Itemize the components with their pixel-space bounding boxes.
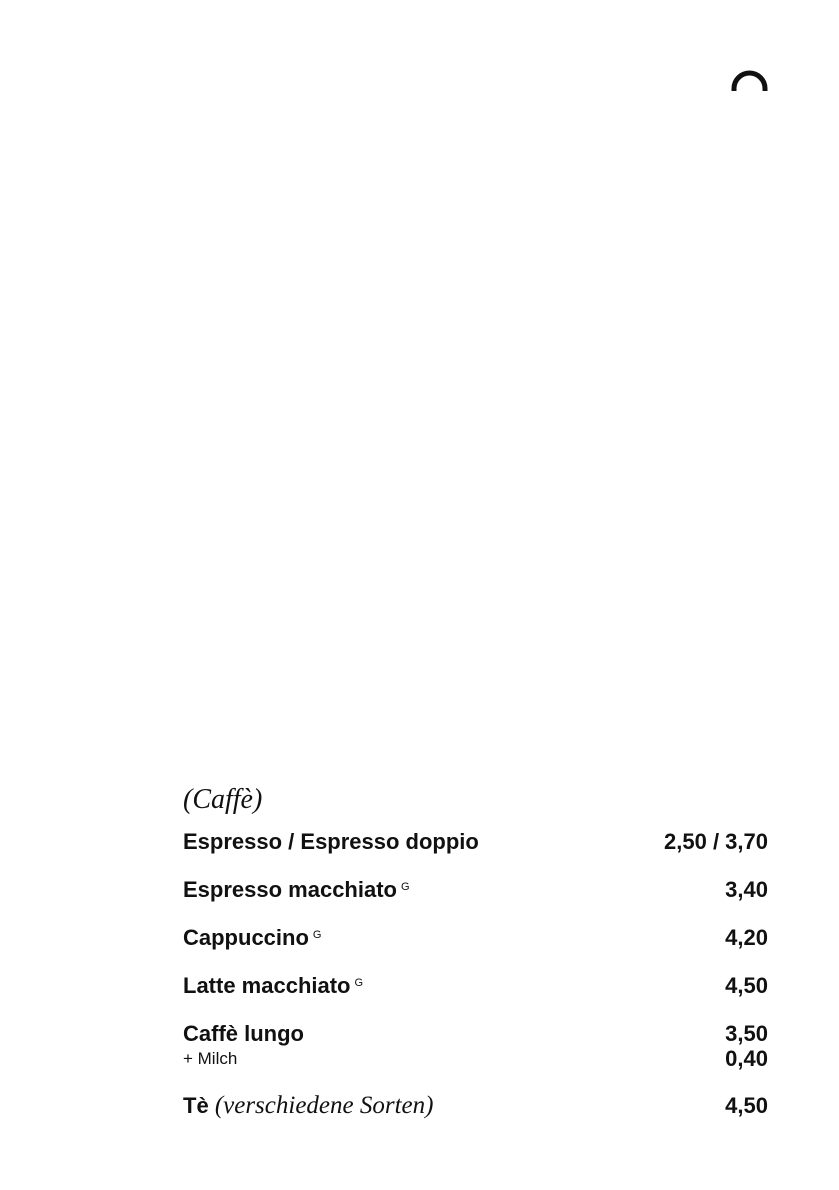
- allergen-marker: G: [312, 929, 322, 941]
- addon-price: 0,40: [725, 1046, 768, 1071]
- menu-item-espresso-macchiato: [183, 876, 768, 904]
- allergen-marker: G: [354, 977, 364, 989]
- item-price: 3,50: [725, 1021, 768, 1046]
- menu-item-caffe-lungo: [183, 1020, 768, 1070]
- addon-label: + Milch: [183, 1049, 238, 1068]
- allergen-marker: G: [400, 881, 410, 893]
- item-name-text: Espresso macchiato: [183, 877, 397, 902]
- item-name: Espresso / Espresso doppio: [183, 829, 479, 854]
- menu-item-latte-macchiato: [183, 972, 768, 1000]
- item-price: 3,40: [725, 877, 768, 902]
- menu-item-espresso: [183, 828, 768, 856]
- item-price-group: [725, 1020, 768, 1070]
- section-title: (Caffè): [183, 784, 263, 815]
- item-name: [183, 972, 363, 1000]
- item-name-text: Cappuccino: [183, 925, 309, 950]
- item-price: 4,20: [725, 925, 768, 950]
- item-name-text: Tè: [183, 1093, 209, 1118]
- item-name-text: Latte macchiato: [183, 973, 351, 998]
- item-name: [183, 876, 410, 904]
- arch-logo-icon: [731, 70, 768, 91]
- item-price: 2,50 / 3,70: [664, 829, 768, 854]
- item-name: [183, 924, 321, 952]
- item-price: 4,50: [725, 1093, 768, 1118]
- item-name: [183, 1090, 433, 1122]
- menu-section: [183, 780, 768, 1122]
- menu-item-te: [183, 1090, 768, 1122]
- menu-item-cappuccino: [183, 924, 768, 952]
- item-price: 4,50: [725, 973, 768, 998]
- item-name: Caffè lungo: [183, 1021, 304, 1046]
- item-name-group: [183, 1020, 304, 1070]
- item-note: (verschiedene Sorten): [214, 1092, 434, 1119]
